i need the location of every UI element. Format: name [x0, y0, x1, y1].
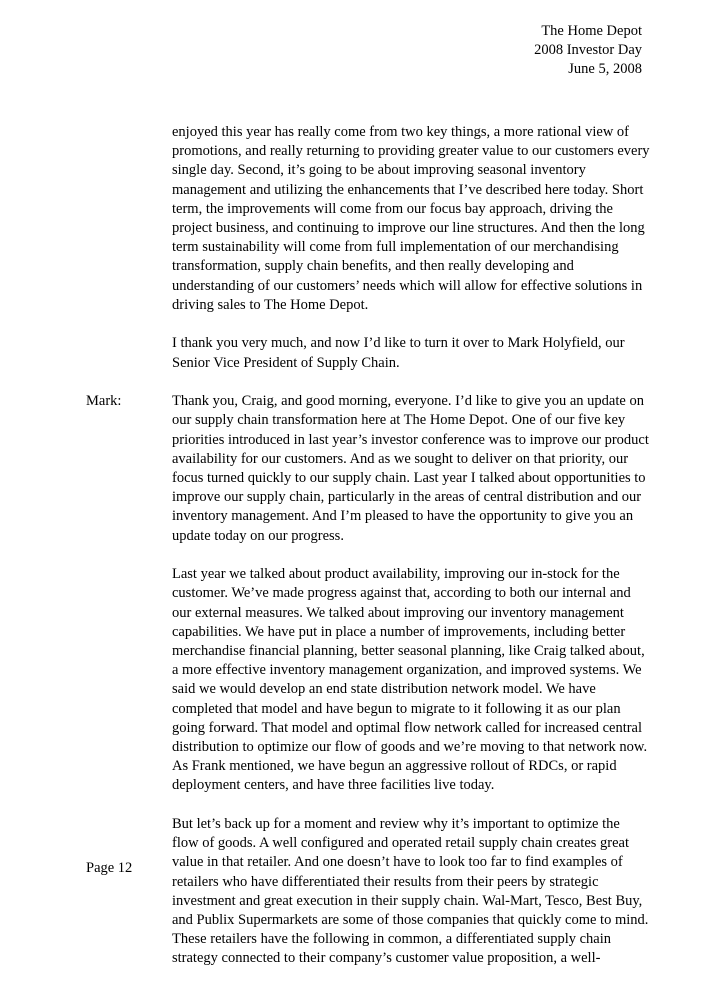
text-line: capabilities. We have put in place a number of improvements, including better	[172, 623, 626, 640]
text-line: single day. Second, it’s going to be about improving seasonal inventory	[172, 162, 586, 179]
paragraph	[172, 392, 656, 546]
text-line: As Frank mentioned, we have begun an aggressive rollout of RDCs, or rapid	[172, 758, 617, 775]
speaker-label: Mark:	[86, 393, 122, 410]
paragraph	[172, 334, 656, 372]
text-line: But let’s back up for a moment and review why it’s important to optimize the	[172, 816, 620, 833]
text-line: focus turned quickly to our supply chain. Last year I talked about opportunities to	[172, 470, 646, 487]
text-line: said we would develop an end state distribution network model. We have	[172, 681, 596, 698]
text-line: our supply chain transformation here at The Home Depot. One of our five key	[172, 412, 626, 429]
page-number: Page 12	[86, 860, 133, 876]
text-line: value in that retailer. And one doesn’t have to look too far to find examples of	[172, 854, 623, 871]
text-line: management and utilizing the enhancements that I’ve described here today. Short	[172, 181, 644, 198]
text-line: strategy connected to their company’s customer value proposition, a well-	[172, 950, 601, 967]
text-line: Thank you, Craig, and good morning, everyone. I’d like to give you an update on	[172, 393, 644, 410]
text-line: customer. We’ve made progress against that, according to both our internal and	[172, 585, 631, 602]
header-date: June 5, 2008	[568, 61, 642, 77]
paragraph	[172, 815, 656, 969]
text-line: improve our supply chain, particularly in the areas of central distribution and our	[172, 489, 642, 506]
transcript-body	[86, 123, 656, 988]
text-line: driving sales to The Home Depot.	[172, 296, 369, 313]
text-line: term sustainability will come from full implementation of our merchandising	[172, 239, 619, 256]
text-line: a more effective inventory management organization, and improved systems. We	[172, 662, 642, 679]
paragraph	[172, 565, 656, 795]
text-line: availability for our customers. And as we sought to deliver on that priority, our	[172, 450, 629, 467]
text-line: Last year we talked about product availability, improving our in-stock for the	[172, 566, 620, 583]
text-line: merchandise financial planning, better seasonal planning, like Craig talked about,	[172, 643, 645, 660]
text-line: inventory management. And I’m pleased to have the opportunity to give you an	[172, 508, 634, 525]
text-line: flow of goods. A well configured and operated retail supply chain creates great	[172, 835, 629, 852]
text-line: understanding of our customers’ needs which will allow for effective solutions in	[172, 277, 643, 294]
text-line: investment and great execution in their supply chain. Wal-Mart, Tesco, Best Buy,	[172, 892, 643, 909]
text-line: retailers who have differentiated their results from their peers by strategic	[172, 873, 599, 890]
text-line: distribution to optimize our flow of goods and we’re moving to that network now.	[172, 739, 648, 756]
text-line: deployment centers, and have three facilities live today.	[172, 777, 495, 794]
speaker-block	[86, 392, 656, 968]
text-line: enjoyed this year has really come from two key things, a more rational view of	[172, 124, 630, 140]
text-line: promotions, and really returning to providing greater value to our customers every	[172, 143, 650, 160]
text-line: going forward. That model and optimal flow network called for increased central	[172, 719, 643, 736]
text-line: and Publix Supermarkets are some of those companies that quickly come to mind.	[172, 912, 649, 929]
text-line: project business, and continuing to improve our line structures. And then the long	[172, 220, 645, 237]
text-line: transformation, supply chain benefits, and then really developing and	[172, 258, 574, 275]
speaker-block	[86, 123, 656, 373]
text-line: Senior Vice President of Supply Chain.	[172, 354, 400, 371]
header-event: 2008 Investor Day	[534, 42, 642, 58]
header-company: The Home Depot	[541, 23, 642, 39]
text-line: I thank you very much, and now I’d like to turn it over to Mark Holyfield, our	[172, 335, 625, 352]
text-line: our external measures. We talked about improving our inventory management	[172, 604, 624, 621]
text-line: These retailers have the following in common, a differentiated supply chain	[172, 931, 612, 948]
text-line: term, the improvements will come from our focus bay approach, driving the	[172, 200, 613, 217]
paragraph	[172, 123, 656, 315]
document-header	[534, 22, 642, 79]
text-line: update today on our progress.	[172, 527, 344, 544]
text-line: priorities introduced in last year’s investor conference was to improve our product	[172, 431, 649, 448]
text-line: completed that model and have begun to migrate to it following it as our plan	[172, 700, 621, 717]
